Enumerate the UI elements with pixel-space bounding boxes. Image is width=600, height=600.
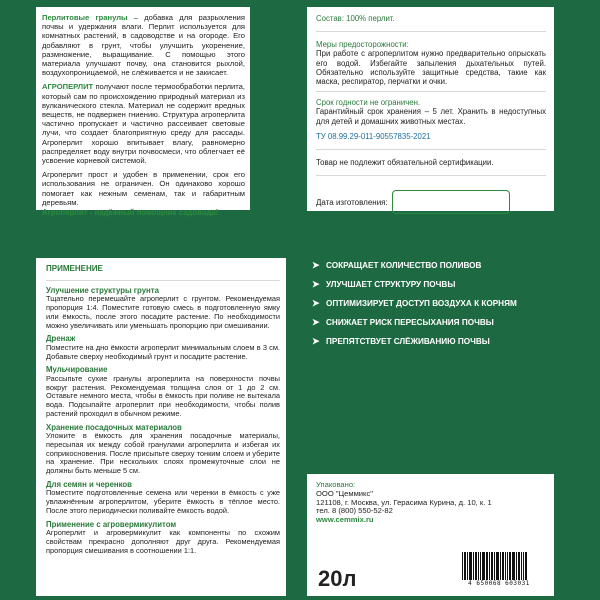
benefit-text: СОКРАЩАЕТ КОЛИЧЕСТВО ПОЛИВОВ <box>326 261 482 270</box>
application-section <box>46 424 280 476</box>
arrow-icon: ➤ <box>312 298 320 308</box>
section-text: Уложите в ёмкость для хранения посадочные материалы, пересыпая их между собой гранулами агроперлита и избегая их соприкосновения. После присыпьте сверху тонким слоем и уберите на хранение. При нескольких слоях промежуточные слои не должны быть меньше 5 см. <box>46 431 280 476</box>
barcode-bars <box>460 552 538 580</box>
manufacture-date-box <box>392 190 510 214</box>
benefit-item <box>312 332 562 351</box>
divider <box>46 280 280 281</box>
benefit-text: ОПТИМИЗИРУЕТ ДОСТУП ВОЗДУХА К КОРНЯМ <box>326 299 517 308</box>
application-section <box>46 335 280 361</box>
section-text: Рассыпьте сухие гранулы агроперлита на поверхности почвы вокруг растения. Рекомендуемая толщина слоя от 1 до 2 см. Оставьте немного места, чтобы в ёмкость при поливе не вытекала вода. Подсыпайте агроперлит при необходимости, чтобы полив растений проходил в обычном режиме. <box>46 374 280 418</box>
benefit-text: УЛУЧШАЕТ СТРУКТУРУ ПОЧВЫ <box>326 280 456 289</box>
slogan: Агроперлит - надёжный помощник садовода! <box>42 208 219 218</box>
benefit-text: ПРЕПЯТСТВУЕТ СЛЁЖИВАНИЮ ПОЧВЫ <box>326 337 490 346</box>
arrow-icon: ➤ <box>312 336 320 346</box>
intro-lead: Перлитовые гранулы <box>42 13 128 22</box>
shelf-life-text: Гарантийный срок хранения – 5 лет. Хранить в недоступных для детей и домашних животных местах. <box>316 107 546 126</box>
agroperlite-text: получают после термообработки перлита, который сам по происхождению природный материал из вулканического стекла. Материал не содержит вредных веществ, не подвержен гниению. Структура агроперлита частично пропускает и частично рассеивает световые лучи, что создает благоприятную среду для рассады. Агроперлит хорошо впитывает влагу, равномерно распределяет воду внутри почвосмеси, что облегчает её усвоение корневой системой. <box>42 82 245 166</box>
section-text: Поместите подготовленные семена или черенки в ёмкость с уже увлажнённым агроперлитом, уберите ёмкость в тёплое место. После этого периодически поливайте ёмкость водой. <box>46 488 280 515</box>
divider <box>316 91 546 92</box>
application-section <box>46 366 280 418</box>
application-panel <box>36 258 286 596</box>
barcode-number: 4 650068 603031 <box>468 580 530 587</box>
manufacture-date-label: Дата изготовления: <box>316 197 388 207</box>
section-title: Хранение посадочных материалов <box>46 422 182 432</box>
section-title: Применение с агровермикулитом <box>46 519 177 529</box>
certification-note: Товар не подлежит обязательной сертификации. <box>316 158 494 168</box>
intro-paragraph <box>42 13 245 77</box>
composition: Состав: 100% перлит. <box>316 14 395 23</box>
benefits-list <box>312 256 562 351</box>
packer-phone: тел. 8 (800) 550-52-82 <box>316 506 393 516</box>
arrow-icon: ➤ <box>312 260 320 270</box>
section-text: Поместите на дно ёмкости агроперлит минимальным слоем в 3 см. Добавьте сверху необходимый грунт и посадите растение. <box>46 342 280 361</box>
info-panel <box>307 7 554 211</box>
benefit-item <box>312 275 562 294</box>
agroperlite-paragraph <box>42 82 245 165</box>
divider <box>316 31 546 32</box>
usage-paragraph: Агроперлит прост и удобен в применении, срок его использования не ограничен. Он одинаково хорошо помогает как нежным семенам, так и габаритным деревьям. <box>42 170 245 207</box>
intro-text: – добавка для разрыхления почвы и удержания влаги. Перлит используется для комнатных растений, в садоводстве и на огороде. Его добавляют в грунт, чтобы улучшить укоренение, размножение, выращивание. С помощью этого материала улучшают почву, она становится рыхлой, воздухопроницаемой, не слёживается и не закисает. <box>42 13 245 78</box>
barcode <box>460 552 538 590</box>
divider <box>316 175 546 176</box>
manufacture-date-row <box>316 190 546 214</box>
benefit-item <box>312 294 562 313</box>
description-panel <box>36 7 250 218</box>
divider <box>316 149 546 150</box>
packer-site[interactable]: www.cemmix.ru <box>316 515 374 525</box>
section-title: Дренаж <box>46 334 76 344</box>
benefit-item <box>312 313 562 332</box>
application-title: ПРИМЕНЕНИЕ <box>46 264 103 273</box>
arrow-icon: ➤ <box>312 317 320 327</box>
section-title: Мульчирование <box>46 365 108 375</box>
section-text: Агроперлит и агровермикулит как компоненты по схожим свойствам прекрасно дополняют друг друга. Рекомендуемая пропорция смешивания в соотношении 1:1. <box>46 528 280 555</box>
precautions-text: При работе с агроперлитом нужно предварительно опрыскать его водой. Избегайте запыления дыхательных путей. Обязательно используйте защитные средства, такие как маска, респиратор, перчатки и очки. <box>316 49 546 87</box>
application-section <box>46 287 280 331</box>
packer-address: 121108, г. Москва, ул. Герасима Курина, д. 10, к. 1 <box>316 497 492 507</box>
application-section <box>46 521 280 556</box>
section-text: Тщательно перемешайте агроперлит с грунтом. Рекомендуемая пропорция 1:4. Поместите готовую смесь в подготовленную ямку или ёмкость, после этого посадите растение. По необходимости можно увеличивать или уменьшать пропорцию при смешивании. <box>46 294 280 330</box>
packer-title: Упаковано: <box>316 480 356 489</box>
volume-label: 20л <box>318 566 357 591</box>
precautions-title: Меры предосторожности: <box>316 40 409 50</box>
tu-code: ТУ 08.99.29-011-90557835-2021 <box>316 131 431 141</box>
benefit-text: СНИЖАЕТ РИСК ПЕРЕСЫХАНИЯ ПОЧВЫ <box>326 318 494 327</box>
agroperlite-lead: АГРОПЕРЛИТ <box>42 82 94 92</box>
section-title: Улучшение структуры грунта <box>46 285 159 295</box>
shelf-life-title: Срок годности не ограничен. <box>316 98 421 108</box>
section-title: Для семян и черенков <box>46 479 132 489</box>
arrow-icon: ➤ <box>312 279 320 289</box>
packer-company: ООО "Цеммикс" <box>316 488 373 498</box>
benefit-item <box>312 256 562 275</box>
application-section <box>46 481 280 516</box>
